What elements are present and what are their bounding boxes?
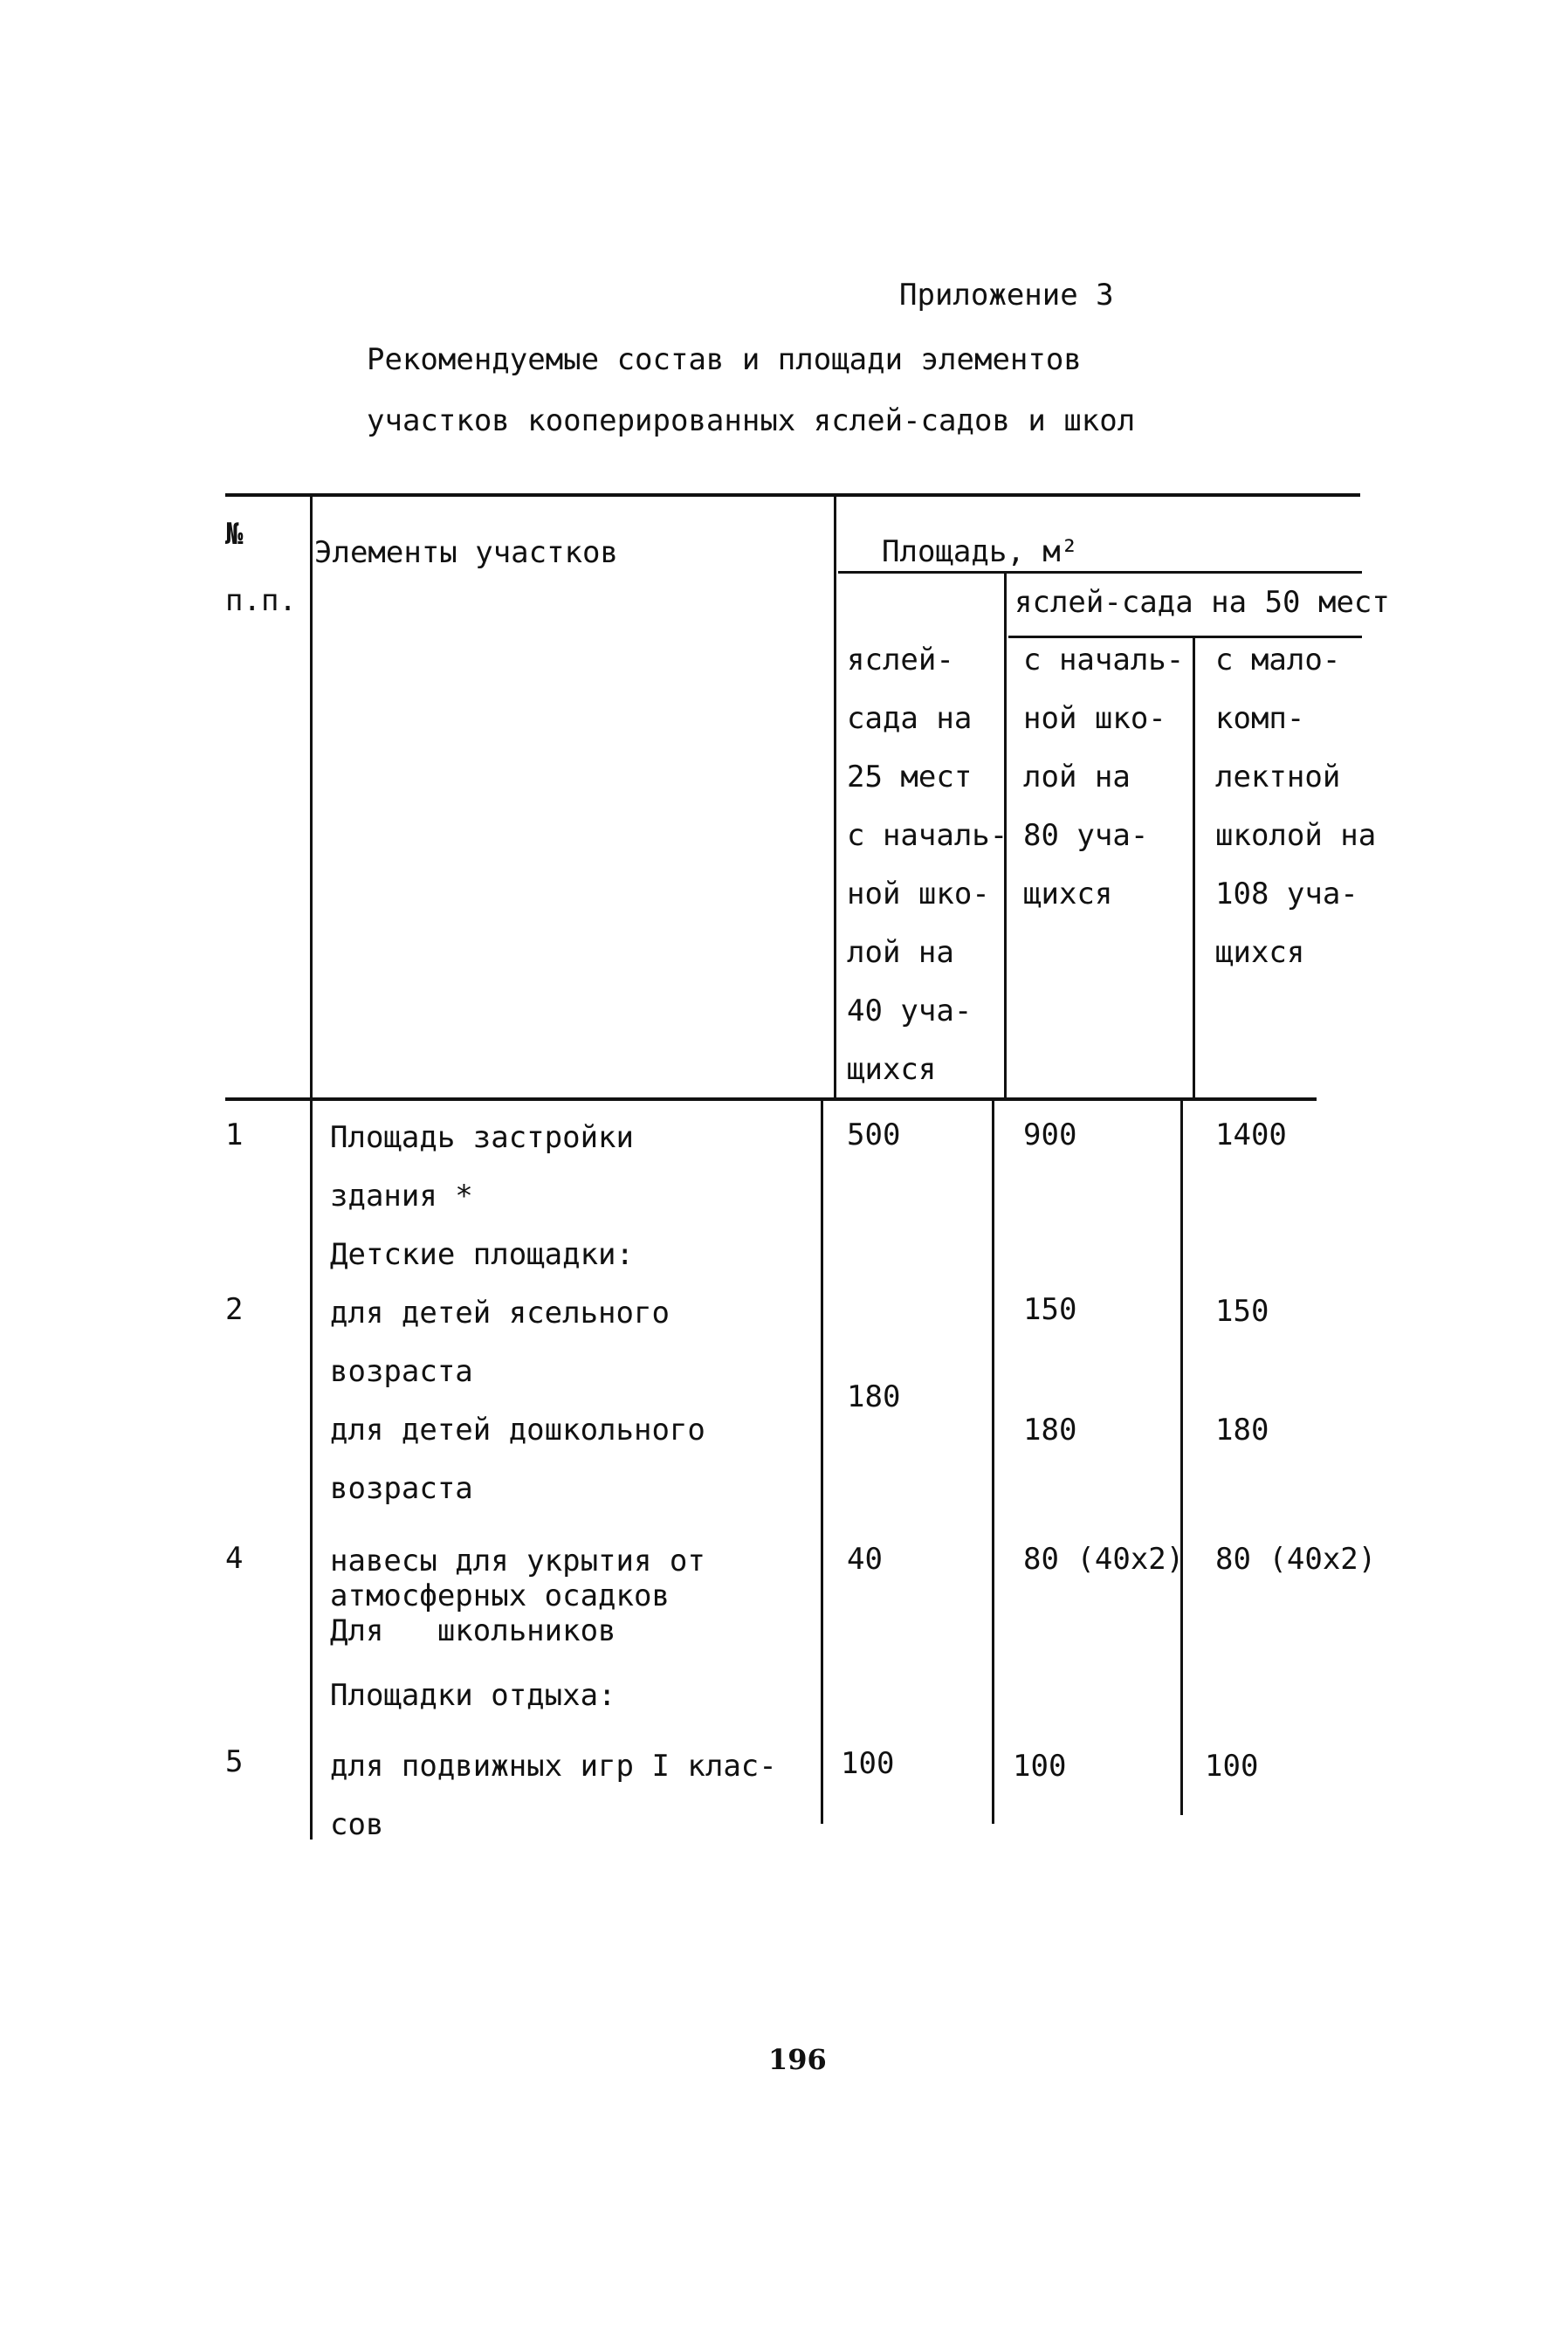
row-element-line: для подвижных игр I клас- — [330, 1749, 777, 1784]
row-number: 1 — [225, 1118, 244, 1152]
col-a-head-line: сада на — [847, 701, 973, 736]
col-c-head-line: 108 уча- — [1215, 877, 1358, 911]
col-c-head-line: школой на — [1215, 818, 1377, 853]
cell-col-c: 180 — [1215, 1413, 1269, 1448]
col-b-head-line: ной шко- — [1023, 701, 1166, 736]
col-number-head-symbol: № — [225, 517, 244, 552]
header-bottom-rule — [225, 1097, 1317, 1101]
cell-col-a: 40 — [847, 1542, 883, 1577]
col-b-head-line: с началь- — [1023, 643, 1185, 677]
area-header-rule — [838, 571, 1362, 574]
row-element-line: возраста — [330, 1471, 473, 1506]
row-element-line: Площадь застройки — [330, 1120, 634, 1155]
cell-col-a: 500 — [847, 1118, 901, 1152]
cell-col-c: 80 (40x2) — [1215, 1542, 1377, 1577]
cell-col-b: 180 — [1023, 1413, 1077, 1448]
col-c-head-line: с мало- — [1215, 643, 1341, 677]
col-divider-4 — [1193, 637, 1195, 1097]
row-element-line: здания * — [330, 1179, 473, 1214]
col-c-head-line: комп- — [1215, 701, 1305, 736]
subheader-50-rule — [1008, 636, 1362, 638]
col-divider-4-body — [1180, 1099, 1183, 1815]
cell-col-c: 150 — [1215, 1294, 1269, 1329]
row-element-line: Для школьников — [330, 1613, 616, 1648]
col-a-head-line: лой на — [847, 935, 954, 970]
cell-col-c: 1400 — [1215, 1118, 1287, 1152]
cell-col-c: 100 — [1205, 1749, 1259, 1784]
row-element-line: атмосферных осадков — [330, 1578, 670, 1613]
col-divider-3-body — [992, 1099, 994, 1824]
col-elements-head: Элементы участков — [314, 535, 618, 570]
col-divider-2-body — [821, 1099, 823, 1824]
appendix-label: Приложение 3 — [899, 278, 1114, 313]
table-top-rule — [225, 493, 1360, 497]
col-a-head-line: яслей- — [847, 643, 954, 677]
row-element-line: для детей дошкольного — [330, 1413, 705, 1448]
cell-col-a: 180 — [847, 1379, 901, 1414]
cell-col-b: 900 — [1023, 1118, 1077, 1152]
col-number-head: п.п. — [225, 583, 297, 618]
area-head: Площадь, м² — [882, 534, 1079, 569]
row-element-line: сов — [330, 1807, 384, 1842]
col-a-head-line: 40 уча- — [847, 994, 973, 1028]
section-label: Площадки отдыха: — [330, 1678, 616, 1713]
col-a-head-line: щихся — [847, 1052, 937, 1087]
row-number: 4 — [225, 1541, 244, 1576]
cell-col-b: 80 (40x2) — [1023, 1542, 1185, 1577]
cell-col-b: 150 — [1023, 1292, 1077, 1327]
col-b-head-line: 80 уча- — [1023, 818, 1149, 853]
section-label: Детские площадки: — [330, 1237, 634, 1272]
col-c-head-line: лектной — [1215, 760, 1341, 794]
table-title-line-2: участков кооперированных яслей-садов и школ — [367, 403, 1136, 438]
col-c-head-line: щихся — [1215, 935, 1305, 970]
cell-col-a: 100 — [841, 1746, 895, 1781]
page-number: 196 — [768, 2043, 827, 2076]
col-b-head-line: щихся — [1023, 877, 1113, 911]
col-a-head-line: ной шко- — [847, 877, 990, 911]
nursery-50-head: яслей-сада на 50 мест — [1014, 585, 1390, 620]
row-element-line: для детей ясельного — [330, 1296, 670, 1331]
col-a-head-line: 25 мест — [847, 760, 973, 794]
table-title-line-1: Рекомендуемые состав и площади элементов — [367, 342, 1082, 377]
row-element-line: возраста — [330, 1354, 473, 1389]
cell-col-b: 100 — [1013, 1749, 1067, 1784]
row-element-line: навесы для укрытия от — [330, 1544, 705, 1578]
col-divider-2 — [834, 495, 836, 1097]
col-a-head-line: с началь- — [847, 818, 1008, 853]
row-number: 5 — [225, 1744, 244, 1779]
col-b-head-line: лой на — [1023, 760, 1131, 794]
row-number: 2 — [225, 1292, 244, 1327]
col-divider-1 — [310, 495, 313, 1840]
